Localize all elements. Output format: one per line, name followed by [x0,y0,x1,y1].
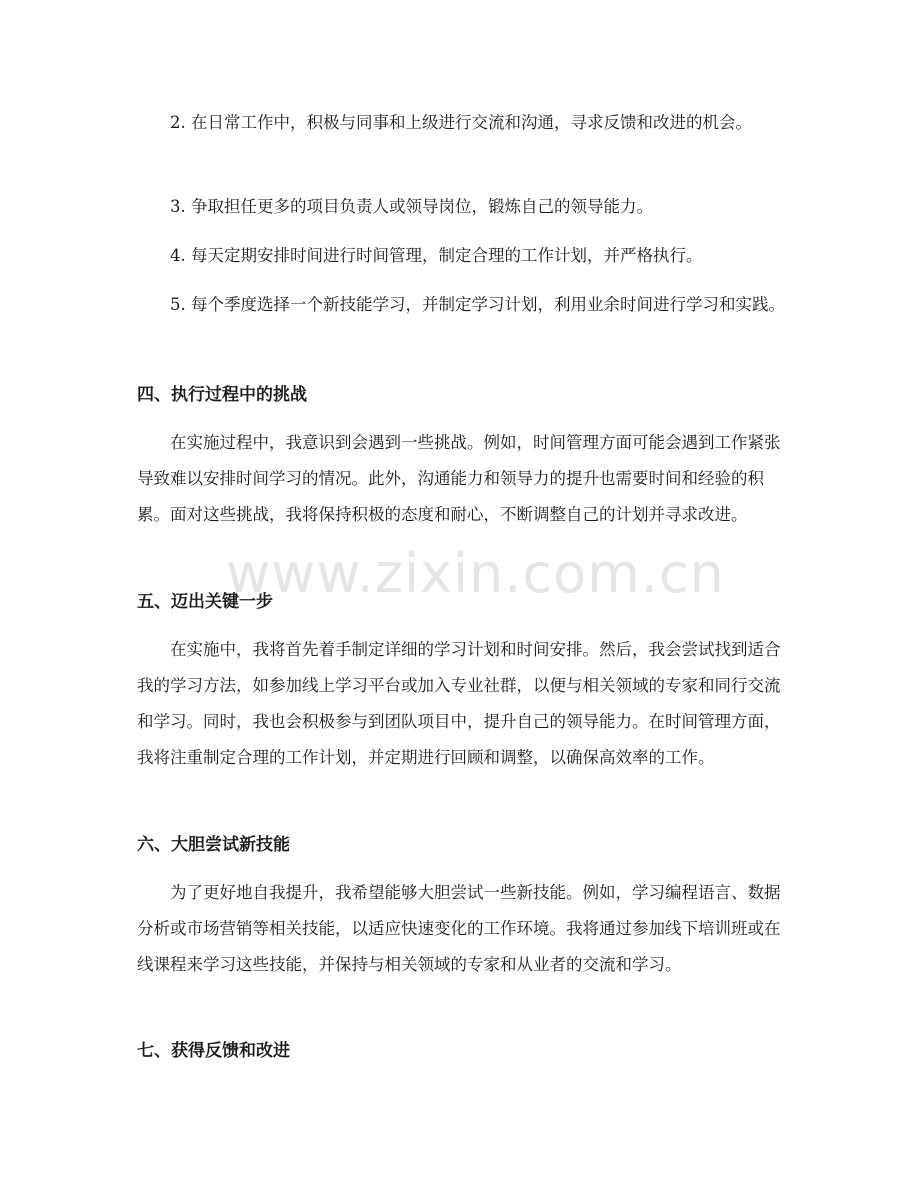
section-body-4: 在实施过程中，我意识到会遇到一些挑战。例如，时间管理方面可能会遇到工作紧张导致难以安排时间学习的情况。此外，沟通能力和领导力的提升也需要时间和经验的积累。面对这些挑战，我将保持积极的态度和耐心，不断调整自己的计划并寻求改进。 [137,433,781,524]
section-body-5: 在实施中，我将首先着手制定详细的学习计划和时间安排。然后，我会尝试找到适合我的学习方法，如参加线上学习平台或加入专业社群，以便与相关领域的专家和同行交流和学习。同时，我也会积极参与到团队项目中，提升自己的领导能力。在时间管理方面，我将注重制定合理的工作计划，并定期进行回顾和调整，以确保高效率的工作。 [137,640,781,767]
section-heading-7: 七、获得反馈和改进 [137,1041,290,1061]
section-heading-5: 五、迈出关键一步 [137,592,273,612]
section-heading-6: 六、大胆尝试新技能 [137,835,290,855]
watermark: www.zixin.com.cn [226,542,725,605]
list-item-5: 5. 每个季度选择一个新技能学习，并制定学习计划，利用业余时间进行学习和实践。 [170,295,785,314]
list-item-4: 4. 每天定期安排时间进行时间管理，制定合理的工作计划，并严格执行。 [170,246,703,265]
list-item-3: 3. 争取担任更多的项目负责人或领导岗位，锻炼自己的领导能力。 [170,197,653,216]
list-item-2: 2. 在日常工作中，积极与同事和上级进行交流和沟通，寻求反馈和改进的机会。 [170,113,752,132]
section-body-6: 为了更好地自我提升，我希望能够大胆尝试一些新技能。例如，学习编程语言、数据分析或市场营销等相关技能，以适应快速变化的工作环境。我将通过参加线下培训班或在线课程来学习这些技能，并保持与相关领域的专家和从业者的交流和学习。 [137,883,781,974]
section-heading-4: 四、执行过程中的挑战 [137,385,307,405]
